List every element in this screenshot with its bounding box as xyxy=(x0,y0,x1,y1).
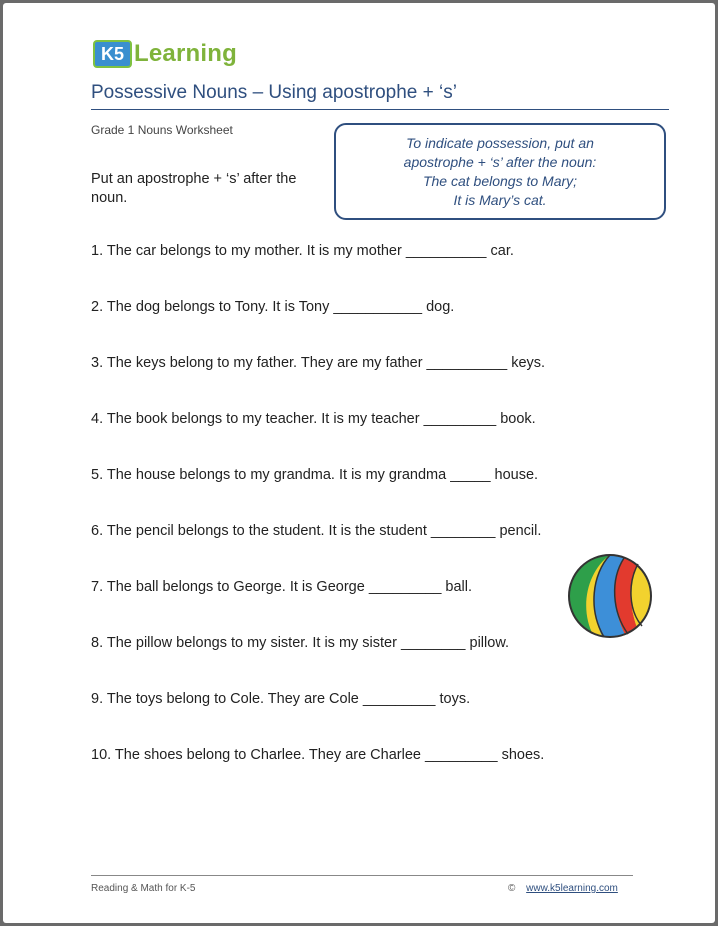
question-6: 6. The pencil belongs to the student. It is the student ________ pencil. xyxy=(91,523,542,539)
footer-divider xyxy=(91,875,633,876)
title-divider xyxy=(91,109,669,110)
tip-line: The cat belongs to Mary; xyxy=(422,172,578,189)
tip-box xyxy=(334,123,666,220)
logo-k5-badge: K5 xyxy=(93,40,132,68)
question-9: 9. The toys belong to Cole. They are Cole _________ toys. xyxy=(91,691,471,707)
question-5: 5. The house belongs to my grandma. It is my grandma _____ house. xyxy=(91,467,539,483)
question-7: 7. The ball belongs to George. It is George _________ ball. xyxy=(91,579,473,595)
question-10: 10. The shoes belong to Charlee. They are Charlee _________ shoes. xyxy=(91,747,545,763)
tip-line: apostrophe + ‘s’ after the noun: xyxy=(403,153,597,170)
question-2: 2. The dog belongs to Tony. It is Tony ___________ dog. xyxy=(91,299,455,315)
footer-credit xyxy=(508,883,618,894)
tip-line: It is Mary’s cat. xyxy=(453,191,547,208)
footer-website-link[interactable]: www.k5learning.com xyxy=(526,883,618,894)
beach-ball-illustration xyxy=(566,552,654,640)
k5-learning-logo xyxy=(93,39,237,69)
instruction-text: Put an apostrophe + ‘s’ after the noun. xyxy=(91,171,297,206)
question-3: 3. The keys belong to my father. They are my father __________ keys. xyxy=(91,355,546,371)
tip-line: To indicate possession, put an xyxy=(406,134,594,151)
question-8: 8. The pillow belongs to my sister. It is my sister ________ pillow. xyxy=(91,635,510,651)
question-4: 4. The book belongs to my teacher. It is my teacher _________ book. xyxy=(91,411,536,427)
question-1: 1. The car belongs to my mother. It is my mother __________ car. xyxy=(91,243,514,259)
copyright-symbol: © xyxy=(508,883,516,894)
footer-tagline: Reading & Math for K-5 xyxy=(91,883,196,894)
logo-learning-text: Learning xyxy=(134,40,237,67)
page-title: Possessive Nouns – Using apostrophe + ‘s’ xyxy=(91,82,457,103)
worksheet-page xyxy=(3,3,715,923)
worksheet-subtitle: Grade 1 Nouns Worksheet xyxy=(91,123,233,137)
